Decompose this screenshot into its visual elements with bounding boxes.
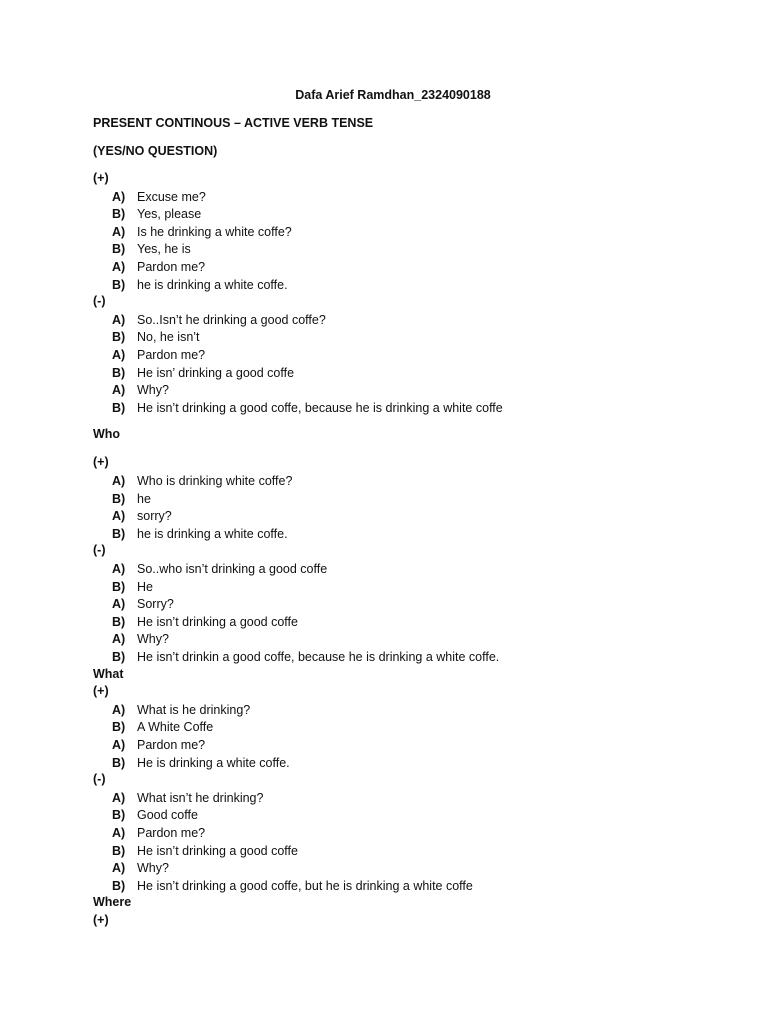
speaker-label: A) bbox=[112, 597, 126, 612]
list-item bbox=[112, 807, 198, 825]
speaker-label: B) bbox=[112, 242, 126, 257]
speaker-label: A) bbox=[112, 348, 126, 362]
dialogue-text: Pardon me? bbox=[137, 738, 206, 752]
dialogue-text: Yes, he is bbox=[137, 242, 191, 257]
dialogue-text: He isn’t drinking a good coffe, but he is drinking a white coffe bbox=[137, 878, 473, 893]
dialogue-text: he bbox=[137, 491, 151, 506]
question-word-heading: Who bbox=[93, 427, 121, 442]
speaker-label: A) bbox=[112, 189, 126, 204]
speaker-label: B) bbox=[112, 755, 126, 770]
list-item bbox=[112, 312, 326, 330]
dialogue-text: A White Coffe bbox=[137, 720, 214, 735]
dialogue-text: What is he drinking? bbox=[137, 702, 251, 717]
dialogue-text: Good coffe bbox=[137, 808, 198, 823]
speaker-label: B) bbox=[112, 330, 126, 345]
dialogue-text: Why? bbox=[137, 861, 169, 876]
dialogue-text: He isn’ drinking a good coffe bbox=[137, 365, 295, 380]
polarity-label: (-) bbox=[93, 543, 106, 558]
list-item bbox=[112, 561, 327, 579]
dialogue-text: Pardon me? bbox=[137, 260, 206, 274]
dialogue-text: What isn’t he drinking? bbox=[137, 790, 264, 805]
dialogue-text: He isn’t drinking a good coffe, because he is drinking a white coffe bbox=[137, 400, 503, 415]
speaker-label: B) bbox=[112, 277, 126, 292]
list-item bbox=[112, 206, 201, 224]
list-item bbox=[112, 860, 169, 878]
question-word-heading: Where bbox=[93, 895, 132, 910]
list-item bbox=[112, 224, 292, 242]
speaker-label: A) bbox=[112, 474, 126, 488]
dialogue-text: He isn’t drinking a good coffe bbox=[137, 614, 298, 629]
dialogue-text: he is drinking a white coffe. bbox=[137, 277, 288, 292]
speaker-label: A) bbox=[112, 312, 126, 327]
list-item bbox=[112, 241, 191, 259]
dialogue-text: He bbox=[137, 579, 153, 594]
list-item bbox=[112, 878, 473, 896]
dialogue-text: He is drinking a white coffe. bbox=[137, 755, 290, 770]
polarity-label: (+) bbox=[93, 684, 109, 699]
speaker-label: B) bbox=[112, 843, 126, 858]
question-word-heading: What bbox=[93, 666, 124, 681]
polarity-label: (+) bbox=[93, 171, 109, 185]
dialogue-text: Why? bbox=[137, 383, 169, 398]
speaker-label: A) bbox=[112, 702, 126, 717]
dialogue-text: Why? bbox=[137, 632, 169, 647]
dialogue-text: So..who isn’t drinking a good coffe bbox=[137, 562, 328, 576]
list-item bbox=[112, 526, 288, 544]
polarity-label: (-) bbox=[93, 294, 106, 309]
list-item bbox=[112, 491, 151, 509]
speaker-label: A) bbox=[112, 861, 126, 876]
dialogue-text: He isn’t drinking a good coffe bbox=[137, 843, 298, 858]
list-item bbox=[112, 259, 205, 277]
polarity-label: (+) bbox=[93, 913, 109, 927]
speaker-label: B) bbox=[112, 720, 126, 735]
dialogue-text: Pardon me? bbox=[137, 826, 206, 840]
list-item bbox=[112, 719, 213, 737]
list-item bbox=[112, 579, 153, 597]
section-subheading: (YES/NO QUESTION) bbox=[93, 143, 218, 158]
dialogue-text: Sorry? bbox=[137, 597, 174, 612]
dialogue-text: Who is drinking white coffe? bbox=[137, 474, 293, 488]
speaker-label: B) bbox=[112, 614, 126, 629]
document-title: Dafa Arief Ramdhan_2324090188 bbox=[295, 88, 491, 102]
dialogue-text: Excuse me? bbox=[137, 189, 206, 204]
list-item bbox=[112, 508, 172, 526]
dialogue-text: Is he drinking a white coffe? bbox=[137, 224, 292, 239]
list-item bbox=[112, 649, 499, 667]
dialogue-text: He isn’t drinkin a good coffe, because he is drinking a white coffe. bbox=[137, 650, 500, 664]
list-item bbox=[112, 473, 292, 491]
list-item bbox=[112, 702, 250, 720]
dialogue-text: he is drinking a white coffe. bbox=[137, 526, 288, 541]
list-item bbox=[112, 329, 200, 347]
list-item bbox=[112, 737, 205, 755]
speaker-label: B) bbox=[112, 207, 126, 222]
speaker-label: B) bbox=[112, 878, 126, 893]
list-item bbox=[112, 277, 288, 295]
speaker-label: B) bbox=[112, 650, 126, 664]
dialogue-text: So..Isn’t he drinking a good coffe? bbox=[137, 312, 326, 327]
speaker-label: B) bbox=[112, 579, 126, 594]
list-item bbox=[112, 614, 298, 632]
speaker-label: A) bbox=[112, 790, 126, 805]
speaker-label: A) bbox=[112, 224, 126, 239]
list-item bbox=[112, 382, 169, 400]
list-item bbox=[112, 189, 206, 207]
polarity-label: (+) bbox=[93, 455, 109, 470]
list-item bbox=[112, 843, 298, 861]
speaker-label: A) bbox=[112, 260, 126, 274]
speaker-label: A) bbox=[112, 509, 126, 524]
speaker-label: B) bbox=[112, 526, 126, 541]
dialogue-text: Pardon me? bbox=[137, 348, 206, 362]
dialogue-text: Yes, please bbox=[137, 207, 202, 222]
dialogue-text: No, he isn’t bbox=[137, 330, 200, 345]
speaker-label: A) bbox=[112, 383, 126, 398]
list-item bbox=[112, 400, 503, 418]
list-item bbox=[112, 365, 294, 383]
dialogue-text: sorry? bbox=[137, 509, 172, 524]
speaker-label: B) bbox=[112, 400, 126, 415]
section-heading: PRESENT CONTINOUS – ACTIVE VERB TENSE bbox=[93, 116, 374, 130]
list-item bbox=[112, 790, 263, 808]
speaker-label: A) bbox=[112, 562, 126, 576]
list-item bbox=[112, 825, 205, 843]
speaker-label: A) bbox=[112, 738, 126, 752]
list-item bbox=[112, 631, 169, 649]
speaker-label: A) bbox=[112, 826, 126, 840]
speaker-label: A) bbox=[112, 632, 126, 647]
polarity-label: (-) bbox=[93, 772, 106, 787]
speaker-label: B) bbox=[112, 808, 126, 823]
speaker-label: B) bbox=[112, 365, 126, 380]
speaker-label: B) bbox=[112, 491, 126, 506]
list-item bbox=[112, 347, 205, 365]
list-item bbox=[112, 755, 290, 773]
list-item bbox=[112, 596, 174, 614]
